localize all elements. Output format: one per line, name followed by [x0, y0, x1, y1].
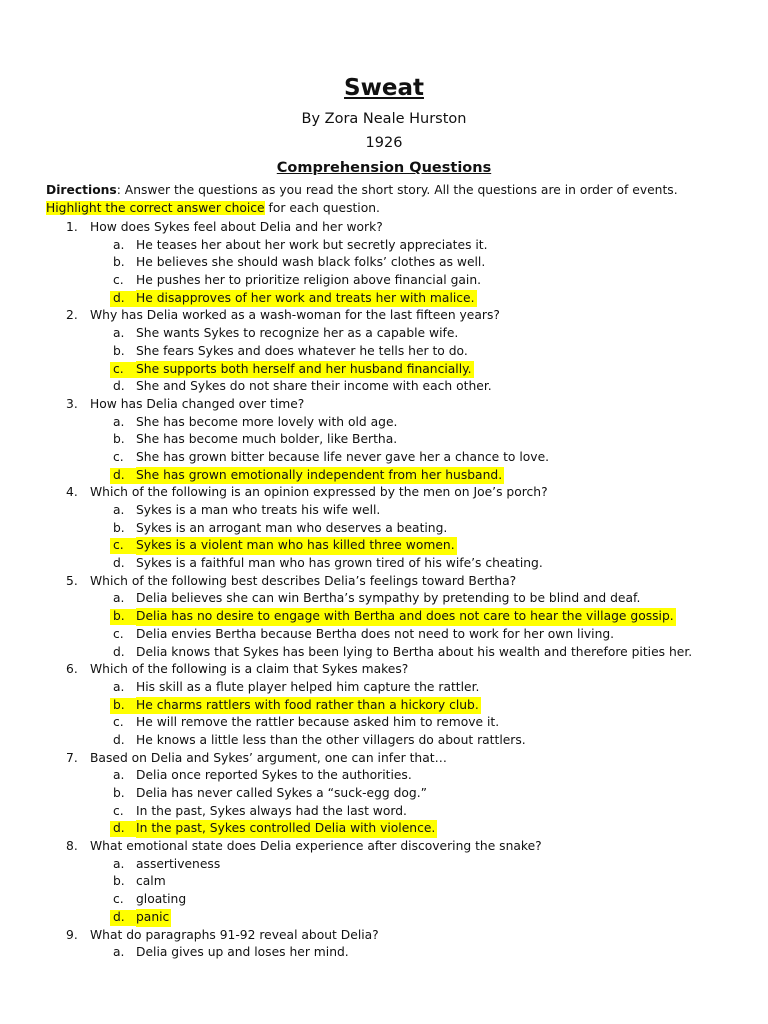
publication-year: 1926 [365, 135, 403, 151]
choice-letter: a. [113, 503, 125, 517]
choice-letter: d. [113, 644, 125, 659]
choice-text: She has grown bitter because life never gave her a chance to love. [136, 449, 550, 464]
choice-text: calm [136, 874, 166, 889]
question-number: 2. [66, 308, 78, 323]
choice-letter: b. [113, 343, 125, 358]
answer-choice[interactable] [0, 732, 768, 750]
choice-text: He charms rattlers with food rather than a hickory club. [136, 697, 481, 715]
choice-text: Delia has no desire to engage with Bertha and does not care to hear the village gossip. [136, 608, 676, 626]
answer-choice-highlighted[interactable] [0, 290, 768, 308]
answer-choice[interactable] [0, 679, 768, 697]
question-text: Which of the following is a claim that Sykes makes? [90, 662, 409, 677]
answer-choice[interactable] [0, 714, 768, 732]
question-text: What emotional state does Delia experience after discovering the snake? [90, 839, 542, 854]
choice-letter: b. [113, 786, 125, 800]
answer-choice[interactable] [0, 803, 768, 821]
choice-letter: c. [113, 361, 124, 376]
answer-choice[interactable] [0, 237, 768, 255]
question-item [0, 484, 768, 502]
question-number: 8. [66, 839, 78, 854]
choice-text: Delia once reported Sykes to the authorities. [136, 768, 412, 783]
question-item [0, 307, 768, 325]
answer-choice-highlighted[interactable] [0, 361, 768, 379]
choice-text: She fears Sykes and does whatever he tells her to do. [136, 343, 468, 358]
question-item [0, 927, 768, 945]
answer-choice[interactable] [0, 431, 768, 449]
question-number: 5. [66, 573, 78, 588]
question-number: 9. [66, 927, 78, 942]
question-number: 1. [66, 220, 78, 234]
choice-text: In the past, Sykes controlled Delia with violence. [136, 820, 437, 838]
question-item [0, 219, 768, 237]
question-item [0, 838, 768, 856]
question-text: Why has Delia worked as a wash-woman for the last fifteen years? [90, 308, 500, 323]
answer-choice[interactable] [0, 555, 768, 573]
answer-choice[interactable] [0, 626, 768, 644]
choice-text: Delia knows that Sykes has been lying to Bertha about his wealth and therefore pities her. [136, 644, 693, 659]
choice-letter: a. [113, 237, 125, 252]
answer-choice-highlighted[interactable] [0, 467, 768, 485]
question-text: Which of the following is an opinion expressed by the men on Joe’s porch? [90, 485, 548, 500]
choice-letter: b. [113, 432, 125, 447]
answer-choice-highlighted[interactable] [0, 697, 768, 715]
choice-text: Delia envies Bertha because Bertha does not need to work for her own living. [136, 626, 615, 641]
choice-letter: c. [113, 538, 124, 553]
choice-text: Sykes is a man who treats his wife well. [136, 503, 381, 517]
answer-choice-highlighted[interactable] [0, 608, 768, 626]
choice-letter: a. [113, 414, 125, 429]
answer-choice[interactable] [0, 767, 768, 785]
choice-text: Sykes is a violent man who has killed three women. [136, 537, 457, 555]
question-item [0, 750, 768, 768]
answer-choice[interactable] [0, 785, 768, 803]
choice-text: gloating [136, 892, 187, 907]
choice-text: He teases her about her work but secretly appreciates it. [136, 237, 488, 252]
choice-letter: a. [113, 326, 125, 341]
answer-choice-highlighted[interactable] [0, 909, 768, 927]
question-list [0, 219, 768, 962]
choice-text: Sykes is an arrogant man who deserves a beating. [136, 520, 448, 535]
choice-text: She has become more lovely with old age. [136, 414, 398, 429]
answer-choice[interactable] [0, 449, 768, 467]
author-line: By Zora Neale Hurston [301, 111, 467, 127]
answer-choice[interactable] [0, 343, 768, 361]
choice-text: Delia gives up and loses her mind. [136, 945, 349, 960]
answer-choice[interactable] [0, 325, 768, 343]
question-number: 3. [66, 396, 78, 411]
choice-letter: d. [113, 379, 125, 394]
choice-text: She has grown emotionally independent from her husband. [136, 467, 504, 485]
choice-letter: d. [113, 467, 125, 482]
choice-letter: d. [113, 290, 125, 305]
choice-letter: c. [113, 626, 124, 641]
choice-text: assertiveness [136, 856, 221, 871]
choice-text: She wants Sykes to recognize her as a capable wife. [136, 326, 459, 341]
question-item [0, 396, 768, 414]
question-text: How has Delia changed over time? [90, 396, 305, 411]
question-number: 4. [66, 485, 78, 500]
choice-text: He disapproves of her work and treats her with malice. [136, 290, 477, 308]
choice-text: He knows a little less than the other villagers do about rattlers. [136, 732, 526, 747]
choice-letter: b. [113, 874, 125, 889]
choice-letter: d. [113, 821, 125, 836]
choice-letter: b. [113, 520, 125, 535]
document-title: Sweat [344, 75, 424, 101]
answer-choice[interactable] [0, 272, 768, 290]
choice-text: In the past, Sykes always had the last word. [136, 803, 407, 818]
choice-letter: d. [113, 909, 125, 924]
question-text: Based on Delia and Sykes’ argument, one can infer that… [90, 750, 447, 765]
directions-text-end: for each question. [264, 201, 380, 215]
choice-letter: b. [113, 255, 125, 270]
directions-paragraph [46, 181, 736, 217]
question-number: 6. [66, 662, 78, 677]
choice-letter: b. [113, 697, 125, 712]
choice-letter: c. [113, 803, 124, 818]
choice-text: Delia believes she can win Bertha’s sympathy by pretending to be blind and deaf. [136, 591, 641, 606]
question-number: 7. [66, 750, 78, 765]
choice-letter: c. [113, 273, 124, 288]
answer-choice[interactable] [0, 873, 768, 891]
question-text: What do paragraphs 91-92 reveal about Delia? [90, 927, 379, 942]
answer-choice[interactable] [0, 378, 768, 396]
answer-choice[interactable] [0, 254, 768, 272]
directions-highlight: Highlight the correct answer choice [46, 201, 265, 215]
choice-letter: d. [113, 556, 125, 571]
choice-text: Sykes is a faithful man who has grown tired of his wife’s cheating. [136, 556, 543, 571]
choice-text: He pushes her to prioritize religion above financial gain. [136, 273, 482, 288]
choice-text: She has become much bolder, like Bertha. [136, 432, 398, 447]
answer-choice[interactable] [0, 590, 768, 608]
choice-letter: c. [113, 715, 124, 730]
question-item [0, 573, 768, 591]
choice-text: His skill as a flute player helped him capture the rattler. [136, 679, 480, 694]
choice-text: He will remove the rattler because asked him to remove it. [136, 715, 500, 730]
answer-choice[interactable] [0, 502, 768, 520]
choice-text: She and Sykes do not share their income with each other. [136, 379, 492, 394]
choice-text: She supports both herself and her husband financially. [136, 361, 474, 379]
choice-letter: a. [113, 591, 125, 606]
answer-choice[interactable] [0, 944, 768, 962]
answer-choice-highlighted[interactable] [0, 537, 768, 555]
choice-letter: d. [113, 732, 125, 747]
answer-choice[interactable] [0, 644, 768, 662]
question-item [0, 661, 768, 679]
answer-choice[interactable] [0, 856, 768, 874]
directions-label: Directions [46, 183, 117, 197]
choice-letter: c. [113, 449, 124, 464]
answer-choice-highlighted[interactable] [0, 820, 768, 838]
directions-text: : Answer the questions as you read the short story. All the questions are in order of events. [116, 183, 678, 197]
choice-letter: b. [113, 609, 125, 624]
answer-choice[interactable] [0, 520, 768, 538]
question-text: How does Sykes feel about Delia and her work? [90, 220, 383, 234]
choice-letter: a. [113, 768, 125, 783]
question-text: Which of the following best describes Delia’s feelings toward Bertha? [90, 573, 517, 588]
answer-choice[interactable] [0, 891, 768, 909]
choice-letter: c. [113, 892, 124, 907]
choice-letter: a. [113, 856, 125, 871]
section-heading: Comprehension Questions [276, 160, 492, 176]
choice-letter: a. [113, 945, 125, 960]
answer-choice[interactable] [0, 414, 768, 432]
choice-letter: a. [113, 679, 125, 694]
choice-text: He believes she should wash black folks’ clothes as well. [136, 255, 486, 270]
choice-text: panic [136, 909, 171, 927]
choice-text: Delia has never called Sykes a “suck-egg dog.” [136, 786, 428, 800]
